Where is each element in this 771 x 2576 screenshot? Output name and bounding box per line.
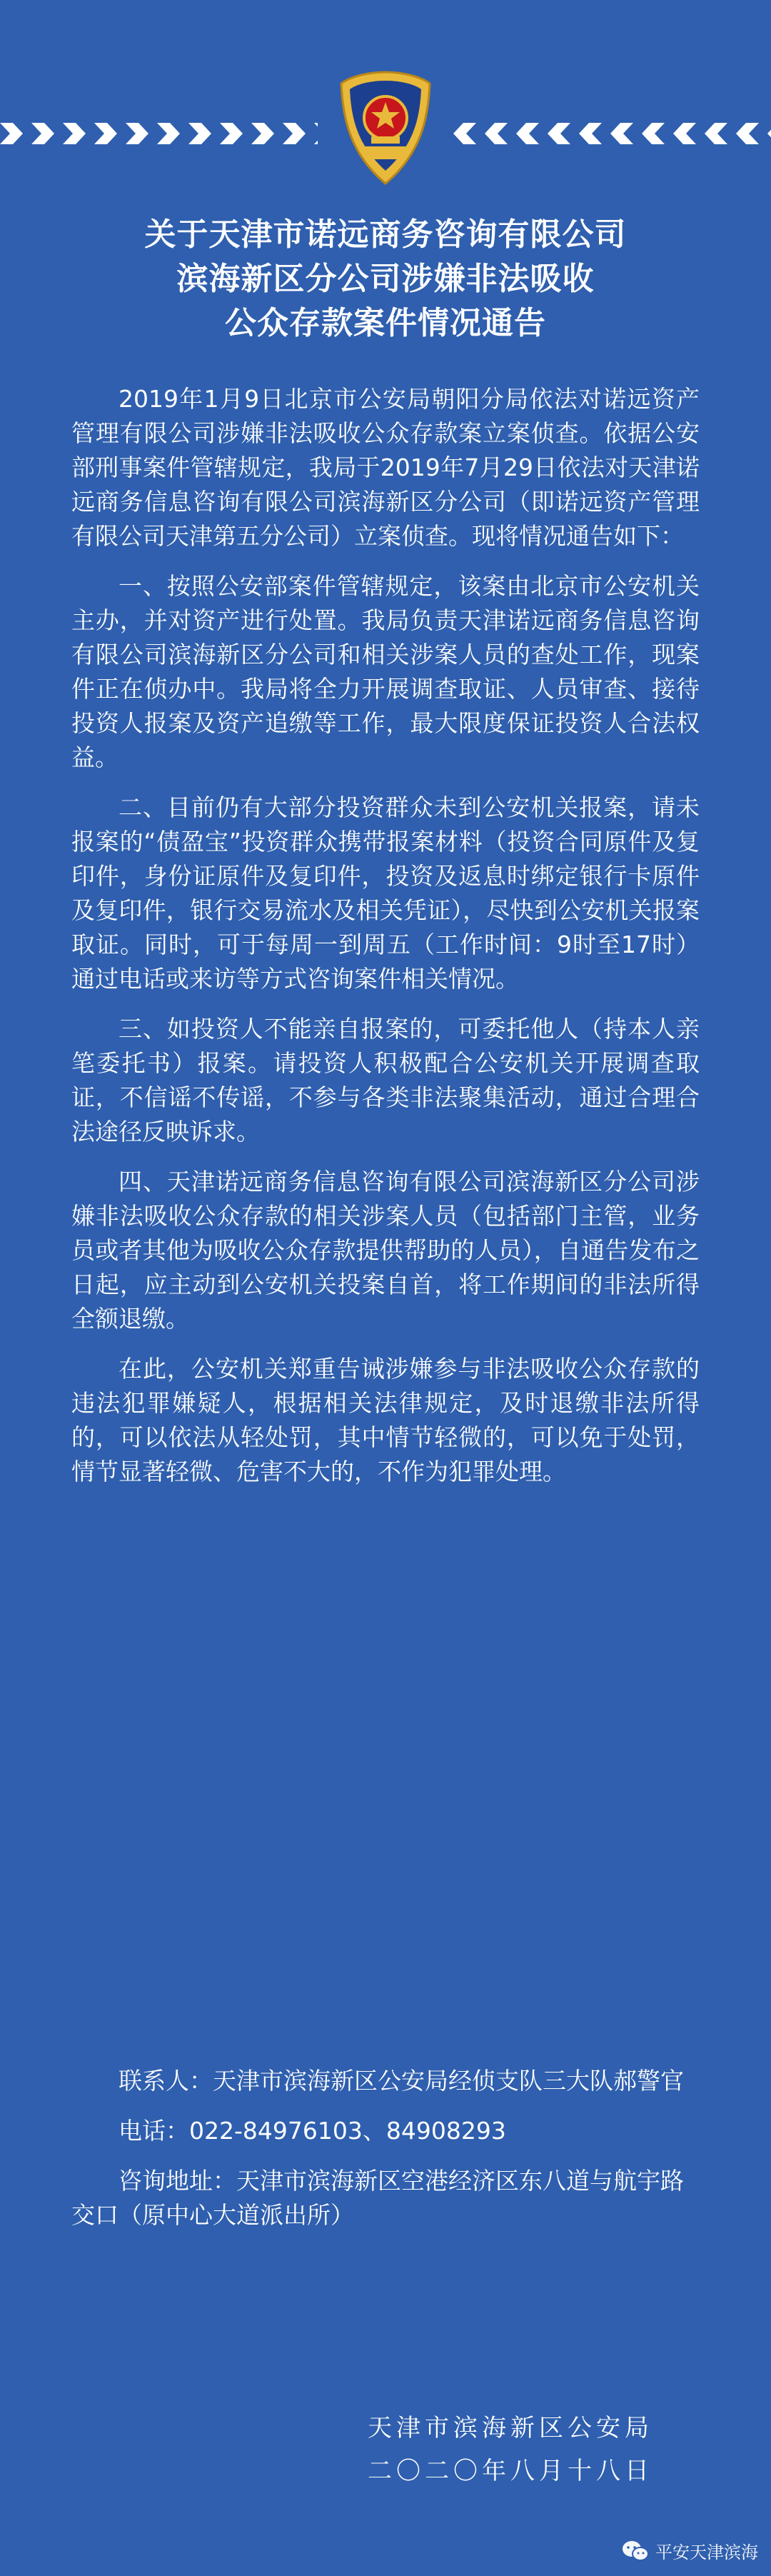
title-line-2: 滨海新区分公司涉嫌非法吸收 [176,261,595,297]
contact-address: 咨询地址：天津市滨海新区空港经济区东八道与航宇路交口（原中心大道派出所） [71,2167,684,2229]
paragraph-intro: 2019年1月9日北京市公安局朝阳分局依法对诺远资产管理有限公司涉嫌非法吸收公众存款案立案侦查。依据公安部刑事案件管辖规定，我局于2019年7月29日依法对天津诺远商务信息咨询有限公司滨海新区分公司（即诺远资产管理有限公司天津第五分公司）立案侦查。现将情况通告如下： [71,385,700,550]
contact-person: 联系人：天津市滨海新区公安局经侦支队三大队郝警官 [119,2067,684,2095]
police-emblem-icon [336,68,435,189]
header-chevron-left [0,123,318,144]
signature-org: 天津市滨海新区公安局 [368,2414,653,2442]
source-watermark [621,2538,758,2563]
signature-block [325,2407,696,2492]
paragraph-item-2: 二、目前仍有大部分投资群众未到公安机关报案，请未报案的“债盈宝”投资群众携带报案材料（投资合同原件及复印件，身份证原件及复印件，投资及返息时绑定银行卡原件及复印件，银行交易流水及相关凭证），尽快到公安机关报案取证。同时，可于每周一到周五（工作时间：9时至17时）通过电话或来访等方式咨询案件相关情况。 [71,793,700,993]
contact-phone: 电话：022-84976103、84908293 [119,2117,506,2145]
title-line-1: 关于天津市诺远商务咨询有限公司 [144,216,627,253]
notice-title [43,213,728,346]
paragraph-warning: 在此，公安机关郑重告诫涉嫌参与非法吸收公众存款的违法犯罪嫌疑人，根据相关法律规定，及时退缴非法所得的，可以依法从轻处罚，其中情节轻微的，可以免于处罚，情节显著轻微、危害不大的，不作为犯罪处理。 [71,1355,700,1485]
paragraph-item-1: 一、按照公安部案件管辖规定，该案由北京市公安机关主办，并对资产进行处置。我局负责天津诺远商务信息咨询有限公司滨海新区分公司和相关涉案人员的查处工作，现案件正在侦办中。我局将全力开展调查取证、人员审查、接待投资人报案及资产追缴等工作，最大限度保证投资人合法权益。 [71,572,700,771]
title-line-3: 公众存款案件情况通告 [225,305,546,341]
notice-body [71,382,700,1505]
paragraph-item-3: 三、如投资人不能亲自报案的，可委托他人（持本人亲笔委托书）报案。请投资人积极配合公安机关开展调查取证，不信谣不传谣，不参与各类非法聚集活动，通过合理合法途径反映诉求。 [71,1015,700,1146]
header-chevron-right [453,123,771,144]
contact-section [71,2064,700,2248]
signature-date: 二〇二〇年八月十八日 [368,2457,653,2485]
wechat-icon [621,2540,650,2562]
paragraph-item-4: 四、天津诺远商务信息咨询有限公司滨海新区分公司涉嫌非法吸收公众存款的相关涉案人员（包括部门主管，业务员或者其他为吸收公众存款提供帮助的人员），自通告发布之日起，应主动到公安机关投案自首，将工作期间的非法所得全额退缴。 [71,1168,700,1333]
watermark-text: 平安天津滨海 [655,2542,758,2562]
